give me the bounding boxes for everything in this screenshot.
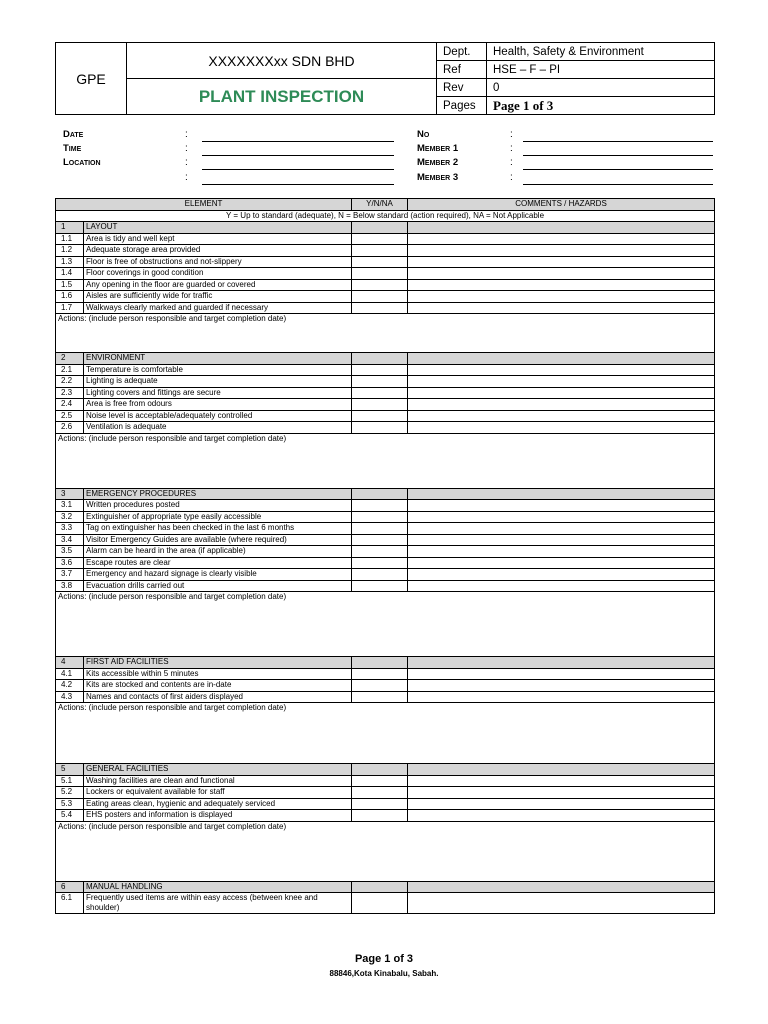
item-number: 3.3 [56, 523, 84, 535]
item-text: Evacuation drills carried out [84, 580, 352, 592]
item-text: Ventilation is adequate [84, 422, 352, 434]
item-text: Eating areas clean, hygienic and adequately serviced [84, 798, 352, 810]
item-text: Temperature is comfortable [84, 364, 352, 376]
actions-row [56, 821, 715, 881]
item-yn-cell[interactable] [352, 410, 408, 422]
inspection-checklist [55, 198, 715, 914]
item-comments-cell[interactable] [408, 534, 715, 546]
location-field[interactable] [202, 169, 394, 170]
item-comments-cell[interactable] [408, 376, 715, 388]
checklist-item-row [56, 291, 715, 303]
checklist-item-row [56, 233, 715, 245]
rev-label: Rev [437, 79, 487, 97]
item-yn-cell[interactable] [352, 268, 408, 280]
item-number: 5.2 [56, 787, 84, 799]
item-text: Alarm can be heard in the area (if applicable) [84, 546, 352, 558]
item-comments-cell[interactable] [408, 256, 715, 268]
item-yn-cell[interactable] [352, 775, 408, 787]
item-comments-cell[interactable] [408, 557, 715, 569]
item-text: Tag on extinguisher has been checked in the last 6 months [84, 523, 352, 535]
actions-field[interactable] [56, 592, 715, 657]
checklist-item-row [56, 569, 715, 581]
section-comments-cell [408, 764, 715, 776]
actions-row [56, 703, 715, 764]
item-comments-cell[interactable] [408, 364, 715, 376]
section-header-row [56, 488, 715, 500]
checklist-item-row [56, 557, 715, 569]
item-yn-cell[interactable] [352, 893, 408, 914]
item-number: 2.6 [56, 422, 84, 434]
dept-value: Health, Safety & Environment [487, 43, 715, 61]
item-text: Floor coverings in good condition [84, 268, 352, 280]
location-label: Location [63, 157, 101, 168]
item-number: 3.6 [56, 557, 84, 569]
item-text: Escape routes are clear [84, 557, 352, 569]
section-number: 3 [56, 488, 84, 500]
section-title: MANUAL HANDLING [84, 881, 352, 893]
checklist-item-row [56, 387, 715, 399]
pages-value: Page 1 of 3 [487, 97, 715, 115]
item-yn-cell[interactable] [352, 691, 408, 703]
section-yn-cell [352, 764, 408, 776]
item-comments-cell[interactable] [408, 291, 715, 303]
section-number: 6 [56, 881, 84, 893]
rev-value: 0 [487, 79, 715, 97]
item-comments-cell[interactable] [408, 500, 715, 512]
section-number: 4 [56, 657, 84, 669]
actions-label: Actions: (include person responsible and target completion date) [58, 703, 287, 712]
item-number: 3.4 [56, 534, 84, 546]
item-text: Lighting is adequate [84, 376, 352, 388]
section-yn-cell [352, 657, 408, 669]
item-yn-cell[interactable] [352, 511, 408, 523]
checklist-item-row [56, 500, 715, 512]
item-number: 5.1 [56, 775, 84, 787]
item-yn-cell[interactable] [352, 364, 408, 376]
actions-row [56, 433, 715, 488]
item-text: Floor is free of obstructions and not-slippery [84, 256, 352, 268]
item-text: Names and contacts of first aiders displayed [84, 691, 352, 703]
item-comments-cell[interactable] [408, 893, 715, 914]
item-yn-cell[interactable] [352, 569, 408, 581]
item-number: 2.1 [56, 364, 84, 376]
checklist-item-row [56, 511, 715, 523]
item-comments-cell[interactable] [408, 810, 715, 822]
item-number: 3.2 [56, 511, 84, 523]
actions-field[interactable] [56, 821, 715, 881]
colon: : [510, 143, 513, 154]
section-header-row [56, 881, 715, 893]
section-title: ENVIRONMENT [84, 353, 352, 365]
ref-value: HSE – F – PI [487, 61, 715, 79]
checklist-item-row [56, 279, 715, 291]
checklist-item-row [56, 245, 715, 257]
document-title: PLANT INSPECTION [127, 79, 437, 115]
item-comments-cell[interactable] [408, 787, 715, 799]
checklist-item-row [56, 546, 715, 558]
item-number: 3.8 [56, 580, 84, 592]
item-comments-cell[interactable] [408, 511, 715, 523]
colon: : [510, 172, 513, 183]
section-comments-cell [408, 222, 715, 234]
item-comments-cell[interactable] [408, 798, 715, 810]
item-text: Lockers or equivalent available for staff [84, 787, 352, 799]
checklist-item-row [56, 810, 715, 822]
section-title: GENERAL FACILITIES [84, 764, 352, 776]
item-text: Aisles are sufficiently wide for traffic [84, 291, 352, 303]
item-yn-cell[interactable] [352, 557, 408, 569]
item-yn-cell[interactable] [352, 787, 408, 799]
section-title: EMERGENCY PROCEDURES [84, 488, 352, 500]
section-comments-cell [408, 657, 715, 669]
member3-label: Member 3 [417, 172, 459, 183]
item-comments-cell[interactable] [408, 410, 715, 422]
item-text: Written procedures posted [84, 500, 352, 512]
actions-field[interactable] [56, 703, 715, 764]
colon: : [510, 157, 513, 168]
actions-label: Actions: (include person responsible and target completion date) [58, 433, 287, 443]
item-number: 1.4 [56, 268, 84, 280]
no-label: No [417, 129, 430, 140]
no-field[interactable] [523, 141, 713, 142]
item-comments-cell[interactable] [408, 680, 715, 692]
footer-address: 88846,Kota Kinabalu, Sabah. [329, 969, 439, 978]
item-comments-cell[interactable] [408, 569, 715, 581]
item-text: Noise level is acceptable/adequately controlled [84, 410, 352, 422]
item-text: Extinguisher of appropriate type easily accessible [84, 511, 352, 523]
member1-label: Member 1 [417, 143, 459, 154]
item-yn-cell[interactable] [352, 399, 408, 411]
item-text: Adequate storage area provided [84, 245, 352, 257]
item-number: 6.1 [56, 893, 84, 914]
item-comments-cell[interactable] [408, 245, 715, 257]
item-comments-cell[interactable] [408, 422, 715, 434]
date-label: Date [63, 129, 84, 140]
section-header-row [56, 353, 715, 365]
colon: : [185, 129, 188, 140]
section-number: 1 [56, 222, 84, 234]
member3-field[interactable] [523, 184, 713, 185]
checklist-item-row [56, 691, 715, 703]
item-text: Lighting covers and fittings are secure [84, 387, 352, 399]
item-number: 4.1 [56, 668, 84, 680]
item-comments-cell[interactable] [408, 387, 715, 399]
item-yn-cell[interactable] [352, 233, 408, 245]
actions-field[interactable] [56, 433, 715, 488]
colon: : [185, 143, 188, 154]
item-text: Any opening in the floor are guarded or covered [84, 279, 352, 291]
item-yn-cell[interactable] [352, 534, 408, 546]
item-number: 1.5 [56, 279, 84, 291]
item-text: Area is tidy and well kept [84, 233, 352, 245]
member2-field[interactable] [523, 169, 713, 170]
checklist-item-row [56, 523, 715, 535]
section-comments-cell [408, 353, 715, 365]
checklist-item-row [56, 268, 715, 280]
item-text: Emergency and hazard signage is clearly visible [84, 569, 352, 581]
actions-row [56, 314, 715, 353]
rating-legend: Y = Up to standard (adequate), N = Below standard (action required), NA = Not Applicable [56, 210, 715, 222]
item-comments-cell[interactable] [408, 523, 715, 535]
section-number: 5 [56, 764, 84, 776]
item-comments-cell[interactable] [408, 279, 715, 291]
section-yn-cell [352, 881, 408, 893]
item-text: Area is free from odours [84, 399, 352, 411]
checklist-item-row [56, 668, 715, 680]
item-comments-cell[interactable] [408, 268, 715, 280]
item-comments-cell[interactable] [408, 399, 715, 411]
member1-field[interactable] [523, 155, 713, 156]
actions-label: Actions: (include person responsible and target completion date) [58, 821, 287, 831]
item-yn-cell[interactable] [352, 376, 408, 388]
checklist-item-row [56, 580, 715, 592]
item-yn-cell[interactable] [352, 668, 408, 680]
item-number: 2.2 [56, 376, 84, 388]
checklist-item-row [56, 256, 715, 268]
item-yn-cell[interactable] [352, 422, 408, 434]
item-yn-cell[interactable] [352, 546, 408, 558]
colon: : [185, 157, 188, 168]
item-text: Kits accessible within 5 minutes [84, 668, 352, 680]
section-yn-cell [352, 353, 408, 365]
item-number: 4.3 [56, 691, 84, 703]
item-yn-cell[interactable] [352, 291, 408, 303]
colon: : [510, 129, 513, 140]
section-number: 2 [56, 353, 84, 365]
item-number: 1.6 [56, 291, 84, 303]
section-yn-cell [352, 488, 408, 500]
location-field-line-2[interactable] [202, 184, 394, 185]
checklist-item-row [56, 399, 715, 411]
item-number: 5.3 [56, 798, 84, 810]
section-header-row [56, 764, 715, 776]
item-number: 2.3 [56, 387, 84, 399]
document-header [55, 42, 715, 115]
section-header-row [56, 222, 715, 234]
section-title: FIRST AID FACILITIES [84, 657, 352, 669]
item-text: Washing facilities are clean and functional [84, 775, 352, 787]
section-comments-cell [408, 881, 715, 893]
checklist-item-row [56, 787, 715, 799]
section-header-row [56, 657, 715, 669]
item-number: 1.2 [56, 245, 84, 257]
section-title: LAYOUT [84, 222, 352, 234]
item-text: Walkways clearly marked and guarded if necessary [84, 302, 352, 314]
item-comments-cell[interactable] [408, 233, 715, 245]
checklist-item-row [56, 893, 715, 914]
checklist-item-row [56, 410, 715, 422]
item-text: EHS posters and information is displayed [84, 810, 352, 822]
item-yn-cell[interactable] [352, 680, 408, 692]
checklist-item-row [56, 775, 715, 787]
item-comments-cell[interactable] [408, 668, 715, 680]
item-number: 4.2 [56, 680, 84, 692]
item-yn-cell[interactable] [352, 580, 408, 592]
item-yn-cell[interactable] [352, 256, 408, 268]
item-comments-cell[interactable] [408, 691, 715, 703]
item-text: Visitor Emergency Guides are available (where required) [84, 534, 352, 546]
member2-label: Member 2 [417, 157, 459, 168]
item-number: 5.4 [56, 810, 84, 822]
item-number: 2.5 [56, 410, 84, 422]
ref-label: Ref [437, 61, 487, 79]
item-number: 1.1 [56, 233, 84, 245]
item-comments-cell[interactable] [408, 580, 715, 592]
item-yn-cell[interactable] [352, 500, 408, 512]
checklist-item-row [56, 376, 715, 388]
item-yn-cell[interactable] [352, 810, 408, 822]
item-yn-cell[interactable] [352, 523, 408, 535]
item-number: 2.4 [56, 399, 84, 411]
time-field[interactable] [202, 155, 394, 156]
company-name: XXXXXXXxx SDN BHD [127, 43, 437, 79]
column-header-element: ELEMENT [56, 199, 352, 211]
item-number: 3.1 [56, 500, 84, 512]
section-yn-cell [352, 222, 408, 234]
pages-label: Pages [437, 97, 487, 115]
item-comments-cell[interactable] [408, 775, 715, 787]
item-text: Kits are stocked and contents are in-date [84, 680, 352, 692]
actions-label: Actions: (include person responsible and target completion date) [58, 314, 287, 323]
checklist-item-row [56, 302, 715, 314]
item-number: 3.7 [56, 569, 84, 581]
time-label: Time [63, 143, 82, 154]
item-comments-cell[interactable] [408, 302, 715, 314]
checklist-item-row [56, 422, 715, 434]
item-yn-cell[interactable] [352, 387, 408, 399]
item-comments-cell[interactable] [408, 546, 715, 558]
actions-row [56, 592, 715, 657]
actions-field[interactable] [56, 314, 715, 353]
date-field[interactable] [202, 141, 394, 142]
item-text: Frequently used items are within easy access (between knee and shoulder) [84, 893, 352, 914]
checklist-item-row [56, 798, 715, 810]
company-logo: GPE [56, 43, 127, 115]
checklist-item-row [56, 680, 715, 692]
section-comments-cell [408, 488, 715, 500]
item-yn-cell[interactable] [352, 798, 408, 810]
dept-label: Dept. [437, 43, 487, 61]
item-number: 3.5 [56, 546, 84, 558]
item-number: 1.3 [56, 256, 84, 268]
checklist-item-row [56, 364, 715, 376]
column-header-yn: Y/N/NA [352, 199, 408, 211]
item-yn-cell[interactable] [352, 279, 408, 291]
item-yn-cell[interactable] [352, 302, 408, 314]
item-yn-cell[interactable] [352, 245, 408, 257]
actions-label: Actions: (include person responsible and target completion date) [58, 592, 287, 601]
footer-page-number: Page 1 of 3 [354, 953, 414, 965]
colon: : [185, 172, 188, 183]
checklist-item-row [56, 534, 715, 546]
item-number: 1.7 [56, 302, 84, 314]
column-header-comments: COMMENTS / HAZARDS [408, 199, 715, 211]
